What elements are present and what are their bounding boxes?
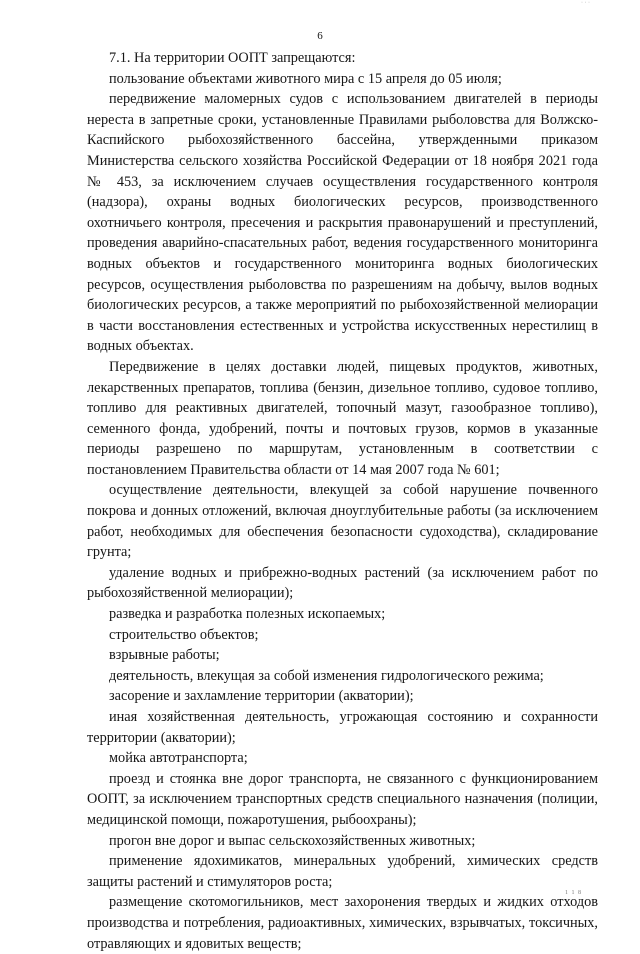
page-number: 6 [317,30,323,42]
paragraph: проезд и стоянка вне дорог транспорта, не связанного с функционированием ООПТ, за исключением транспортных средств специального назначения (полиции, медицинской помощи, пожаротушения, рыбоохраны); [87,770,598,828]
paragraph: пользование объектами животного мира с 15 апреля до 05 июля; [109,70,502,87]
corner-scan-mark: 1 1 8 [565,890,582,896]
paragraph: Передвижение в целях доставки людей, пищевых продуктов, животных, лекарственных препаратов, топлива (бензин, дизельное топливо, судовое топливо, топливо для реактивных двигателей, топочный мазут, газообразное топливо), семенного фонда, удобрений, почты и почтовых грузов, кормов в указанные периоды разрешено по маршрутам, установленным в соответствии с постановлением Правительства области от 14 мая 2007 года № 601; [87,358,598,478]
paragraph: разведка и разработка полезных ископаемых; [109,606,386,623]
paragraph: засорение и захламление территории (акватории); [109,688,414,705]
paragraph: прогон вне дорог и выпас сельскохозяйственных животных; [109,832,476,849]
paragraph: деятельность, влекущая за собой изменения гидрологического режима; [109,667,544,684]
paragraph: применение ядохимикатов, минеральных удобрений, химических средств защиты растений и стимуляторов роста; [87,853,598,890]
paragraph: размещение скотомогильников, мест захоронения твердых и жидких отходов производства и потребления, радиоактивных, химических, взрывчатых, токсичных, отравляющих и ядовитых веществ; [87,894,598,952]
paragraph: мойка автотранспорта; [109,750,248,767]
paragraph: взрывные работы; [109,647,220,664]
paragraph: передвижение маломерных судов с использованием двигателей в периоды нереста в запретные сроки, установленные Правилами рыболовства для Волжско-Каспийского рыбохозяйственного бассейна, утвержденными приказом Министерства сельского хозяйства Российской Федерации от 18 ноября 2021 года № 453, за исключением случаев осуществления государственного контроля (надзора), охраны водных биологических ресурсов, производственного охотничьего контроля, пресечения и раскрытия правонарушений и преступлений, проведения аварийно-спасательных работ, ведения государственного мониторинга водных объектов и государственного мониторинга водных биологических ресурсов, осуществления рыболовства по разрешениям на добычу, вылов водных биологических ресурсов, а также мероприятий по рыбохозяйственной мелиорации в части восстановления естественных и устройства искусственных нерестилищ в водных объектах. [87,91,598,355]
paragraph: удаление водных и прибрежно-водных растений (за исключением работ по рыбохозяйственной мелиорации); [87,564,598,602]
paragraph: строительство объектов; [109,626,259,643]
paragraph-section-heading: 7.1. На территории ООПТ запрещаются: [109,50,356,66]
paragraph: иная хозяйственная деятельность, угрожающая состоянию и сохранности территории (акватории); [87,709,598,746]
paragraph: осуществление деятельности, влекущей за собой нарушение почвенного покрова и донных отложений, включая дноуглубительные работы (за исключением работ, необходимых для обеспечения безопасности судоходства), складирование грунта; [87,482,598,561]
document-body [87,48,598,954]
top-scan-mark: · · · [581,0,590,6]
